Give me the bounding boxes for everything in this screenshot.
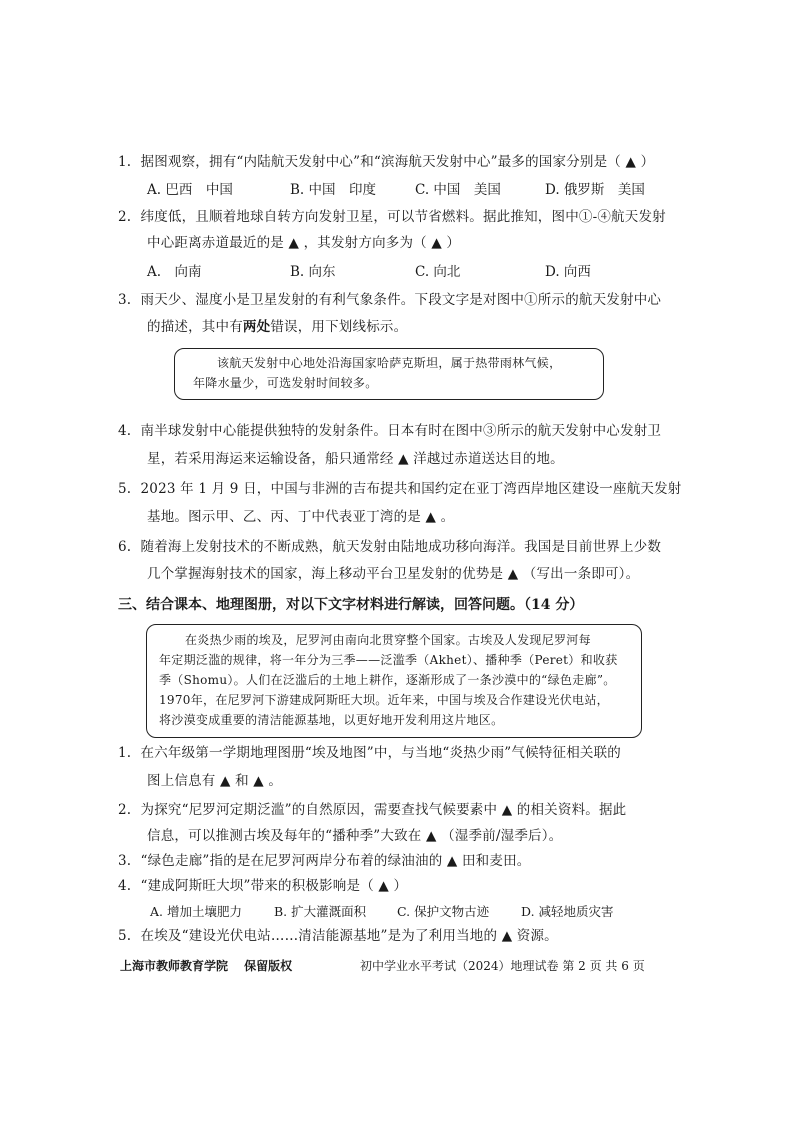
question-2-5-line2: 基地。图示甲、乙、丙、丁中代表亚丁湾的是 ▲ 。 — [147, 509, 455, 525]
question-text: 在埃及“建设光伏电站……清洁能源基地”是为了利用当地的 ▲ 资源。 — [140, 928, 558, 944]
question-3-5 — [118, 926, 558, 946]
question-3-3 — [118, 851, 530, 871]
option-c: C. 向北 — [415, 264, 461, 280]
box-line: 年定期泛滥的规律，将一年分为三季——泛滥季（Akhet）、播种季（Peret）和收获 — [159, 653, 618, 667]
question-text: “建成阿斯旺大坝”带来的积极影响是（ ▲ ） — [140, 878, 408, 894]
question-text: “绿色走廊”指的是在尼罗河两岸分布着的绿油油的 ▲ 田和麦田。 — [140, 853, 531, 869]
question-text: 为探究“尼罗河定期泛滥”的自然原因，需要查找气候要素中 ▲ 的相关资料。据此 — [140, 802, 627, 818]
question-2-3-line2 — [147, 317, 407, 337]
question-3-1 — [118, 743, 621, 763]
box-line: 在炎热少雨的埃及，尼罗河由南向北贯穿整个国家。古埃及人发现尼罗河每 — [185, 633, 591, 647]
option-c: C. 中国 美国 — [415, 182, 501, 198]
question-number: 3. — [118, 853, 132, 869]
question-3-2 — [118, 800, 626, 820]
question-number: 4. — [118, 878, 132, 894]
box-line: 年降水量少，可选发射时间较多。 — [193, 376, 378, 390]
question-number: 1. — [118, 154, 132, 170]
question-2-2-line2: 中心距离赤道最近的是 ▲ ，其发射方向多为（ ▲ ） — [147, 235, 461, 251]
question-2-5 — [118, 479, 682, 499]
question-text: 据图观察，拥有“内陆航天发射中心”和“滨海航天发射中心”最多的国家分别是（ ▲ ） — [140, 154, 655, 170]
question-2-1-options — [0, 180, 794, 200]
question-text: 南半球发射中心能提供独特的发射条件。日本有时在图中③所示的航天发射中心发射卫 — [140, 423, 662, 439]
question-2-1 — [118, 152, 654, 172]
box-line: 将沙漠变成重要的清洁能源基地，以更好地开发利用这片地区。 — [159, 713, 504, 727]
emphasis-text: 两处 — [242, 319, 271, 335]
question-number: 2. — [118, 802, 132, 818]
question-number: 5. — [118, 928, 132, 944]
question-number: 4. — [118, 423, 132, 439]
question-2-6 — [118, 537, 661, 557]
option-d: D. 向西 — [545, 264, 591, 280]
description-box — [174, 348, 604, 400]
question-text-part: 错误，用下划线标示。 — [270, 319, 408, 335]
question-2-4 — [118, 421, 661, 441]
question-text: 在六年级第一学期地理图册“埃及地图”中，与当地“炎热少雨”气候特征相关联的 — [140, 745, 622, 761]
footer-page-info: 初中学业水平考试（2024）地理试卷 第 2 页 共 6 页 — [360, 959, 645, 973]
option-b: B. 向东 — [290, 264, 336, 280]
option-a: A. 向南 — [147, 264, 202, 280]
question-text: 2023 年 1 月 9 日，中国与非洲的吉布提共和国约定在亚丁湾西岸地区建设一座航天发射 — [140, 481, 682, 497]
option-b: B. 中国 印度 — [290, 182, 377, 198]
box-line: 1970年，在尼罗河下游建成阿斯旺大坝。近年来，中国与埃及合作建设光伏电站， — [159, 693, 609, 707]
question-2-6-line2: 几个掌握海射技术的国家，海上移动平台卫星发射的优势是 ▲ （写出一条即可）。 — [147, 566, 640, 582]
question-3-1-line2: 图上信息有 ▲ 和 ▲ 。 — [147, 773, 283, 789]
option-a: A. 巴西 中国 — [147, 182, 233, 198]
option-d: D. 俄罗斯 美国 — [545, 182, 645, 198]
question-2-3 — [118, 290, 661, 310]
material-box — [146, 624, 642, 738]
box-line: 该航天发射中心地处沿海国家哈萨克斯坦，属于热带雨林气候， — [217, 356, 562, 370]
question-number: 2. — [118, 209, 132, 225]
question-text: 纬度低，且顺着地球自转方向发射卫星，可以节省燃料。据此推知，图中①-④航天发射 — [140, 209, 666, 225]
option-c: C. 保护文物古迹 — [397, 904, 490, 919]
question-3-4-options — [0, 902, 794, 922]
section-3-title: 三、结合课本、地理图册，对以下文字材料进行解读，回答问题。（14 分） — [118, 597, 584, 613]
question-number: 5. — [118, 481, 132, 497]
question-text-part: 的描述，其中有 — [147, 319, 243, 335]
question-3-4 — [118, 876, 407, 896]
footer-copyright: 上海市教师教育学院 保留版权 — [120, 959, 293, 973]
question-number: 1. — [118, 745, 132, 761]
question-2-2 — [118, 207, 666, 227]
option-a: A. 增加土壤肥力 — [150, 904, 242, 919]
question-number: 3. — [118, 292, 132, 308]
question-2-2-options — [0, 262, 794, 282]
question-text: 随着海上发射技术的不断成熟，航天发射由陆地成功移向海洋。我国是目前世界上少数 — [140, 539, 662, 555]
question-text: 雨天少、湿度小是卫星发射的有利气象条件。下段文字是对图中①所示的航天发射中心 — [140, 292, 662, 308]
question-number: 6. — [118, 539, 132, 555]
option-d: D. 减轻地质灾害 — [521, 904, 614, 919]
box-line: 季（Shomu）。人们在泛滥后的土地上耕作，逐渐形成了一条沙漠中的“绿色走廊”。 — [159, 673, 616, 687]
question-3-2-line2: 信息，可以推测古埃及每年的“播种季”大致在 ▲ （湿季前/湿季后）。 — [147, 828, 563, 844]
question-2-4-line2: 星，若采用海运来运输设备，船只通常经 ▲ 洋越过赤道送达目的地。 — [147, 451, 564, 467]
option-b: B. 扩大灌溉面积 — [274, 904, 367, 919]
